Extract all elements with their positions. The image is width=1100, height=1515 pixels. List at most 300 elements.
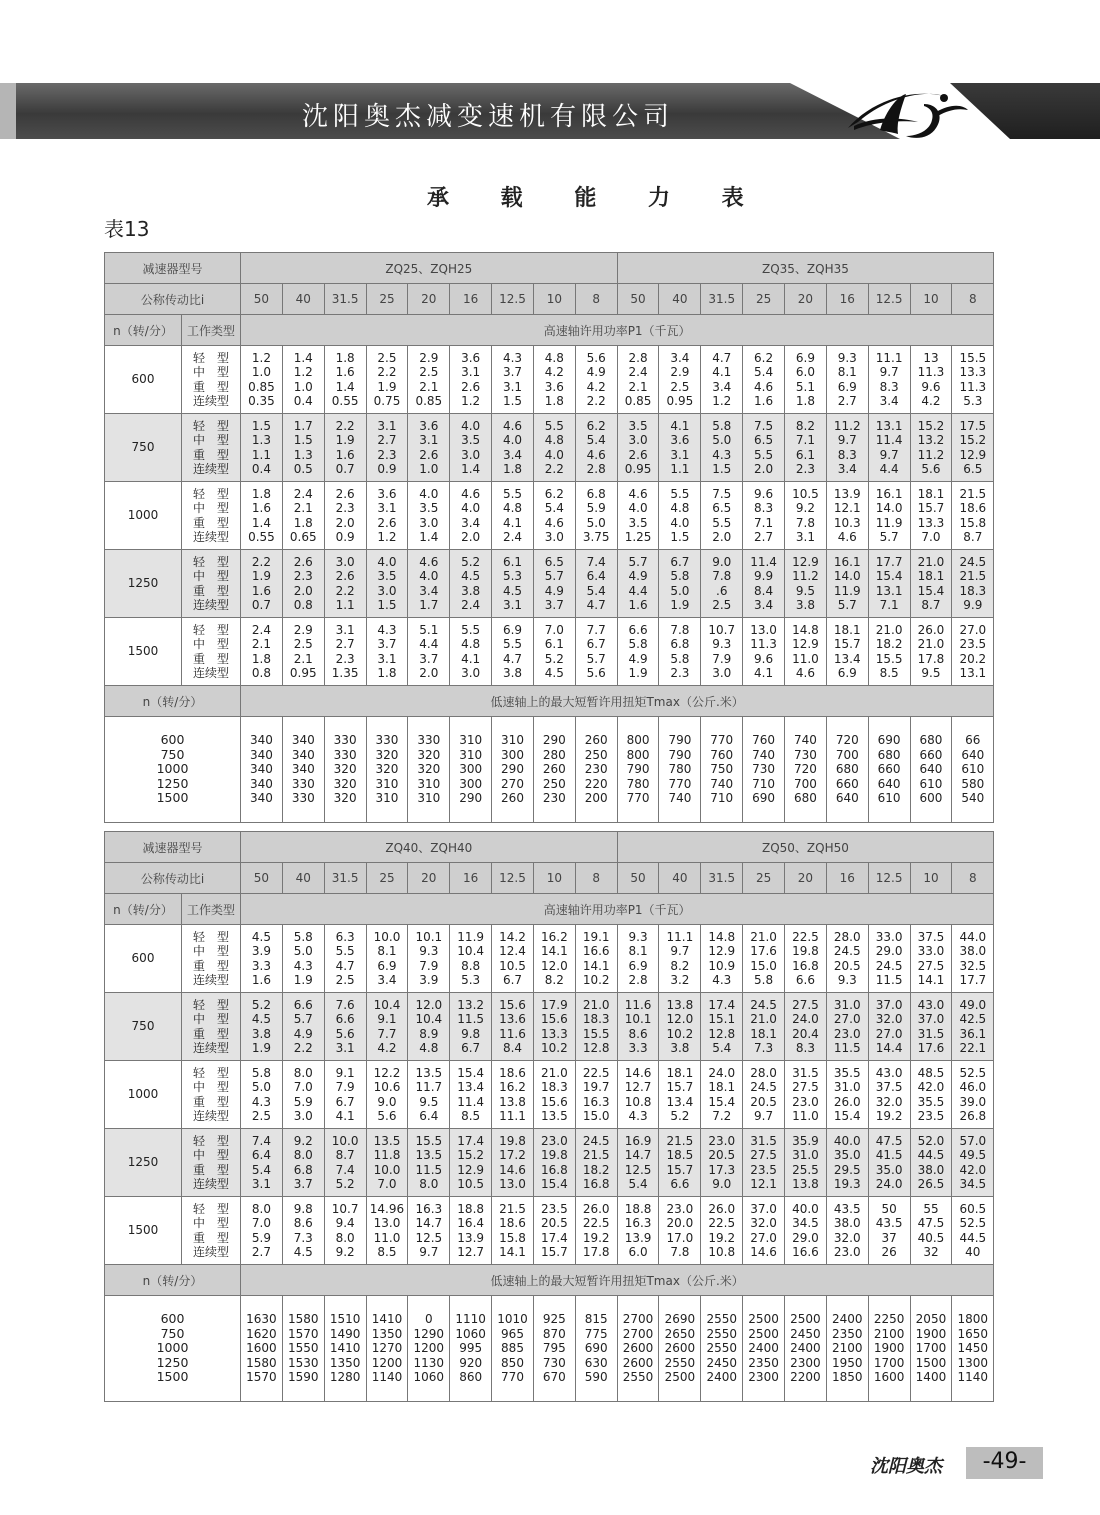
power-cell <box>282 925 324 993</box>
power-value: 46.0 <box>959 1080 987 1094</box>
power-value: 3.0 <box>544 530 564 544</box>
speed-value: 600 <box>105 346 182 414</box>
power-cell <box>952 414 994 482</box>
power-value: 6.0 <box>628 1245 648 1259</box>
power-value: 15.4 <box>833 1109 861 1123</box>
power-value: 2.5 <box>251 1109 271 1123</box>
power-value: 7.4 <box>251 1133 271 1148</box>
worktype-item: 中 型 <box>193 433 230 447</box>
power-value: 4.3 <box>628 1109 648 1123</box>
worktype-item: 轻 型 <box>193 350 230 365</box>
power-cell <box>910 1197 952 1265</box>
power-value: 4.8 <box>461 637 481 651</box>
power-value: 42.5 <box>959 1012 987 1026</box>
torque-value: 340 <box>291 762 315 777</box>
torque-cell <box>868 717 910 823</box>
torque-value: 1060 <box>455 1326 486 1341</box>
power-value: 28.0 <box>750 1065 777 1080</box>
worktype-item: 连续型 <box>193 666 230 680</box>
power-value: 10.7 <box>331 1201 359 1216</box>
power-cell <box>785 550 827 618</box>
torque-value: 2300 <box>748 1370 779 1385</box>
power-value: 18.6 <box>499 1065 526 1080</box>
power-cell <box>575 925 617 993</box>
power-value: 8.3 <box>837 447 857 462</box>
worktype-label: 工作类型 <box>182 315 241 346</box>
power-value: 3.6 <box>544 379 564 394</box>
torque-value: 340 <box>291 733 315 748</box>
power-value: 40 <box>965 1245 981 1259</box>
power-cell <box>617 1129 659 1197</box>
power-cell <box>868 550 910 618</box>
torque-value: 1140 <box>957 1370 989 1385</box>
worktype-item: 重 型 <box>193 1230 230 1245</box>
power-value: 19.1 <box>582 929 610 944</box>
torque-value: 1280 <box>329 1370 361 1385</box>
power-value: 27.5 <box>792 1080 819 1094</box>
power-value: 13 <box>923 350 939 365</box>
worktype-item: 重 型 <box>193 1162 230 1177</box>
power-value: 10.8 <box>708 1245 736 1259</box>
torque-value: 1950 <box>831 1355 863 1370</box>
power-cell <box>575 618 617 686</box>
power-value: 16.6 <box>582 944 610 958</box>
speed-value: 1500 <box>105 1197 182 1265</box>
power-value: 47.5 <box>917 1216 945 1230</box>
power-value: 3.75 <box>582 530 610 544</box>
power-value: 5.6 <box>586 666 606 680</box>
torque-value: 1580 <box>246 1355 277 1370</box>
power-value: 32.0 <box>875 1094 903 1109</box>
power-value: 22.5 <box>582 1216 610 1230</box>
torque-value: 740 <box>752 747 776 762</box>
torque-value: 1200 <box>413 1341 445 1356</box>
power-value: 3.3 <box>628 1041 648 1055</box>
torque-header-row <box>105 686 994 717</box>
worktype-item: 中 型 <box>193 365 230 379</box>
header-band-right <box>950 83 1100 139</box>
torque-value: 0 <box>424 1312 433 1327</box>
power-value: 11.5 <box>415 1162 443 1177</box>
torque-cell <box>952 717 994 823</box>
power-value: 35.5 <box>833 1065 861 1080</box>
torque-cell <box>492 1296 534 1402</box>
power-value: 0.85 <box>415 394 443 408</box>
power-cell <box>282 482 324 550</box>
worktype-item: 连续型 <box>193 1041 230 1055</box>
power-value: 5.7 <box>293 1012 313 1026</box>
power-value: 2.4 <box>251 622 271 637</box>
power-value: 38.0 <box>833 1216 861 1230</box>
worktype-item: 轻 型 <box>193 1133 230 1148</box>
power-value: 2.0 <box>754 462 774 476</box>
power-value: 9.9 <box>754 569 774 583</box>
power-value: 2.0 <box>293 583 313 598</box>
ratio-value: 20 <box>785 863 827 894</box>
power-value: 11.3 <box>959 379 987 394</box>
power-cell <box>952 346 994 414</box>
power-value: 14.7 <box>415 1216 443 1230</box>
power-value: 4.6 <box>628 486 648 501</box>
power-cell <box>952 482 994 550</box>
power-cell <box>617 346 659 414</box>
power-cell <box>241 993 283 1061</box>
power-value: 13.2 <box>917 433 945 447</box>
power-value: 4.9 <box>586 365 606 379</box>
power-value: 2.7 <box>377 433 397 447</box>
power-value: .6 <box>716 583 728 598</box>
power-value: 4.8 <box>670 501 690 515</box>
power-value: 5.5 <box>502 637 523 651</box>
torque-value: 320 <box>417 747 441 762</box>
torque-header-row <box>105 1265 994 1296</box>
power-cell <box>826 346 868 414</box>
power-value: 11.1 <box>499 1109 526 1123</box>
power-value: 42.0 <box>917 1080 945 1094</box>
power-value: 4.3 <box>502 350 523 365</box>
power-cell <box>826 482 868 550</box>
power-cell <box>492 993 534 1061</box>
power-value: 4.6 <box>544 515 564 530</box>
model-name: ZQ50、ZQH50 <box>617 832 994 863</box>
power-value: 16.2 <box>540 929 568 944</box>
torque-cell <box>910 717 952 823</box>
power-value: 24.5 <box>833 944 861 958</box>
power-cell <box>241 414 283 482</box>
power-cell <box>450 1061 492 1129</box>
power-value: 3.1 <box>795 530 815 544</box>
power-value: 4.3 <box>293 958 313 973</box>
power-value: 4.0 <box>670 515 690 530</box>
power-cell <box>366 993 408 1061</box>
torque-value: 800 <box>626 733 650 748</box>
worktype-list <box>182 925 241 993</box>
power-value: 5.4 <box>251 1162 271 1177</box>
torque-value: 740 <box>668 791 692 806</box>
power-value: 32 <box>923 1245 939 1259</box>
torque-value: 1630 <box>246 1312 277 1327</box>
torque-value: 340 <box>249 791 273 806</box>
page-title: 承 载 能 力 表 <box>427 186 766 211</box>
torque-value: 1570 <box>246 1370 277 1385</box>
power-cell <box>910 1129 952 1197</box>
power-value: 14.7 <box>624 1148 652 1162</box>
power-value: 1.2 <box>377 530 397 544</box>
power-value: 0.85 <box>248 379 275 394</box>
power-value: 1.2 <box>293 365 313 379</box>
power-value: 5.5 <box>335 944 355 958</box>
torque-value: 790 <box>668 733 692 748</box>
power-value: 4.3 <box>377 622 397 637</box>
power-cell <box>575 1061 617 1129</box>
torque-value: 795 <box>542 1341 566 1356</box>
power-value: 12.0 <box>415 997 443 1012</box>
power-value: 2.7 <box>335 637 355 651</box>
power-value: 10.0 <box>373 929 401 944</box>
power-value: 3.8 <box>670 1041 690 1055</box>
power-value: 6.6 <box>293 997 313 1012</box>
power-value: 9.4 <box>335 1216 355 1230</box>
torque-value: 1580 <box>288 1312 319 1327</box>
model-row <box>105 832 994 863</box>
power-value: 9.6 <box>754 486 774 501</box>
power-value: 5.8 <box>293 929 313 944</box>
power-value: 21.5 <box>499 1201 526 1216</box>
power-value: 9.6 <box>754 651 774 666</box>
power-cell <box>492 618 534 686</box>
power-value: 13.4 <box>833 651 861 666</box>
power-value: 2.2 <box>544 462 564 476</box>
ratio-value: 16 <box>826 284 868 315</box>
power-value: 8.9 <box>419 1026 439 1041</box>
power-value: 29.5 <box>833 1162 861 1177</box>
power-value: 10.2 <box>540 1041 568 1055</box>
power-value: 15.4 <box>917 583 945 598</box>
torque-value: 995 <box>459 1341 483 1356</box>
speed-value: 1250 <box>156 775 189 791</box>
power-cell <box>575 1129 617 1197</box>
power-value: 5.8 <box>670 651 690 666</box>
power-row <box>105 482 994 550</box>
power-value: 15.7 <box>666 1080 694 1094</box>
power-value: 34.5 <box>792 1216 819 1230</box>
power-value: 2.6 <box>628 447 648 462</box>
power-value: 49.5 <box>959 1148 987 1162</box>
power-value: 10.3 <box>833 515 861 530</box>
power-value: 29.0 <box>792 1230 819 1245</box>
power-value: 11.3 <box>917 365 945 379</box>
torque-value: 320 <box>375 747 399 762</box>
power-value: 5.7 <box>837 598 857 612</box>
power-value: 6.8 <box>586 486 606 501</box>
power-value: 16.3 <box>582 1094 610 1109</box>
torque-value: 250 <box>542 776 566 791</box>
power-value: 21.0 <box>540 1065 568 1080</box>
power-value: 14.8 <box>792 622 819 637</box>
power-value: 4.5 <box>293 1245 313 1259</box>
power-cell <box>408 993 450 1061</box>
power-value: 12.9 <box>959 447 987 462</box>
power-value: 52.5 <box>959 1216 987 1230</box>
torque-value: 1600 <box>873 1370 905 1385</box>
power-value: 1.8 <box>293 515 313 530</box>
torque-value: 700 <box>793 776 817 791</box>
torque-value: 2400 <box>748 1341 779 1356</box>
torque-value: 920 <box>459 1355 483 1370</box>
power-value: 1.4 <box>461 462 481 476</box>
torque-value: 340 <box>249 776 273 791</box>
power-value: 5.4 <box>586 583 606 598</box>
torque-value: 730 <box>542 1355 566 1370</box>
power-value: 15.2 <box>959 433 987 447</box>
torque-cell <box>408 1296 450 1402</box>
worktype-item: 连续型 <box>193 394 230 408</box>
speed-label: n（转/分） <box>105 894 182 925</box>
power-value: 60.5 <box>959 1201 987 1216</box>
power-value: 3.8 <box>795 598 815 612</box>
power-value: 37.5 <box>917 929 945 944</box>
power-value: 4.0 <box>544 447 564 462</box>
torque-value: 320 <box>333 776 357 791</box>
power-value: 4.1 <box>502 515 523 530</box>
power-cell <box>952 1061 994 1129</box>
power-value: 13.8 <box>499 1094 526 1109</box>
power-value: 14.1 <box>917 973 945 987</box>
torque-value: 330 <box>333 747 357 762</box>
power-value: 3.5 <box>628 418 648 433</box>
torque-value: 2700 <box>622 1312 654 1327</box>
power-value: 3.4 <box>754 598 774 612</box>
power-value: 2.4 <box>628 365 648 379</box>
worktype-item: 中 型 <box>193 1080 230 1094</box>
power-value: 1.2 <box>712 394 732 408</box>
power-header-row <box>105 315 994 346</box>
power-value: 11.4 <box>457 1094 485 1109</box>
power-value: 3.4 <box>670 350 690 365</box>
power-value: 1.6 <box>628 598 648 612</box>
torque-value: 260 <box>542 762 566 777</box>
power-value: 22.5 <box>582 1065 610 1080</box>
power-value: 15.7 <box>917 501 945 515</box>
torque-value: 330 <box>417 733 441 748</box>
power-value: 5.2 <box>461 554 481 569</box>
power-value: 6.8 <box>670 637 690 651</box>
power-value: 7.3 <box>293 1230 313 1245</box>
torque-value: 330 <box>291 791 315 806</box>
power-value: 3.1 <box>377 651 397 666</box>
power-cell <box>282 1197 324 1265</box>
worktype-item: 连续型 <box>193 973 230 987</box>
model-name: ZQ25、ZQH25 <box>241 253 618 284</box>
torque-value: 2550 <box>706 1326 737 1341</box>
power-value: 16.1 <box>875 486 903 501</box>
torque-value: 1510 <box>329 1312 361 1327</box>
power-cell <box>659 1061 701 1129</box>
power-value: 2.6 <box>419 447 439 462</box>
torque-value: 640 <box>919 762 943 777</box>
torque-value: 720 <box>835 733 859 748</box>
power-value: 43.5 <box>833 1201 861 1216</box>
torque-cell <box>701 717 743 823</box>
worktype-item: 轻 型 <box>193 1065 230 1080</box>
power-value: 18.1 <box>833 622 861 637</box>
power-value: 27.5 <box>750 1148 777 1162</box>
power-value: 7.8 <box>712 569 732 583</box>
torque-value: 680 <box>877 747 901 762</box>
speed-value: 1500 <box>156 1369 189 1385</box>
power-cell <box>617 1061 659 1129</box>
torque-value: 815 <box>584 1312 608 1327</box>
power-value: 6.3 <box>335 929 355 944</box>
worktype-list <box>182 346 241 414</box>
power-value: 5.5 <box>461 622 481 637</box>
power-value: 52.0 <box>917 1133 945 1148</box>
power-value: 6.7 <box>670 554 690 569</box>
power-value: 52.5 <box>959 1065 987 1080</box>
worktype-item: 中 型 <box>193 569 230 583</box>
power-value: 17.0 <box>666 1230 694 1245</box>
power-value: 23.5 <box>917 1109 945 1123</box>
ratio-value: 8 <box>952 284 994 315</box>
power-value: 13.8 <box>792 1177 819 1191</box>
power-value: 15.5 <box>415 1133 443 1148</box>
power-value: 3.6 <box>670 433 690 447</box>
power-row <box>105 993 994 1061</box>
power-row <box>105 925 994 993</box>
power-value: 4.8 <box>419 1041 439 1055</box>
torque-description: 低速轴上的最大短暂许用扭矩Tmax（公斤.米） <box>241 686 994 717</box>
power-value: 19.2 <box>708 1230 736 1245</box>
capacity-table-1 <box>104 252 994 823</box>
power-cell <box>826 1197 868 1265</box>
torque-value: 1620 <box>246 1326 277 1341</box>
power-value: 6.9 <box>377 958 397 973</box>
power-value: 43.5 <box>875 1216 903 1230</box>
power-value: 9.2 <box>795 501 815 515</box>
power-value: 1.9 <box>251 569 271 583</box>
power-cell <box>785 993 827 1061</box>
speed-value: 1250 <box>105 550 182 618</box>
torque-value: 1700 <box>873 1355 905 1370</box>
power-value: 23.0 <box>792 1094 819 1109</box>
power-value: 1.3 <box>251 433 271 447</box>
power-value: 9.0 <box>712 1177 732 1191</box>
power-cell <box>492 414 534 482</box>
power-value: 21.5 <box>959 486 987 501</box>
torque-value: 1900 <box>915 1326 947 1341</box>
power-value: 7.2 <box>712 1109 732 1123</box>
power-value: 24.5 <box>959 554 987 569</box>
power-value: 13.5 <box>415 1065 443 1080</box>
power-value: 24.0 <box>792 1012 819 1026</box>
power-value: 15.7 <box>540 1245 568 1259</box>
power-value: 40.0 <box>792 1201 819 1216</box>
power-cell <box>366 414 408 482</box>
power-value: 2.1 <box>293 651 313 666</box>
power-value: 17.3 <box>708 1162 736 1177</box>
power-value: 7.7 <box>586 622 606 637</box>
power-value: 5.2 <box>251 997 271 1012</box>
footer-brand: 沈阳奥杰 <box>870 1456 942 1477</box>
power-value: 31.5 <box>750 1133 777 1148</box>
power-value: 1.7 <box>419 598 439 612</box>
power-value: 4.2 <box>921 394 941 408</box>
worktype-item: 中 型 <box>193 944 230 958</box>
ratio-value: 25 <box>366 863 408 894</box>
power-value: 14.4 <box>875 1041 903 1055</box>
power-value: 37.0 <box>875 997 903 1012</box>
power-value: 3.7 <box>293 1177 313 1191</box>
worktype-item: 连续型 <box>193 462 230 476</box>
torque-value: 1110 <box>455 1312 486 1327</box>
power-value: 13.6 <box>499 1012 526 1026</box>
torque-value: 640 <box>961 747 985 762</box>
power-cell <box>324 346 366 414</box>
power-cell <box>659 618 701 686</box>
power-value: 31.5 <box>792 1065 819 1080</box>
power-value: 9.7 <box>837 433 857 447</box>
power-value: 13.1 <box>875 583 903 598</box>
power-cell <box>450 618 492 686</box>
power-cell <box>743 1129 785 1197</box>
power-value: 31.0 <box>792 1148 819 1162</box>
power-value: 1.8 <box>377 666 397 680</box>
torque-value: 290 <box>542 733 566 748</box>
power-value: 12.7 <box>457 1245 485 1259</box>
torque-value: 2550 <box>706 1341 737 1356</box>
power-cell <box>575 414 617 482</box>
power-value: 22.5 <box>792 929 819 944</box>
